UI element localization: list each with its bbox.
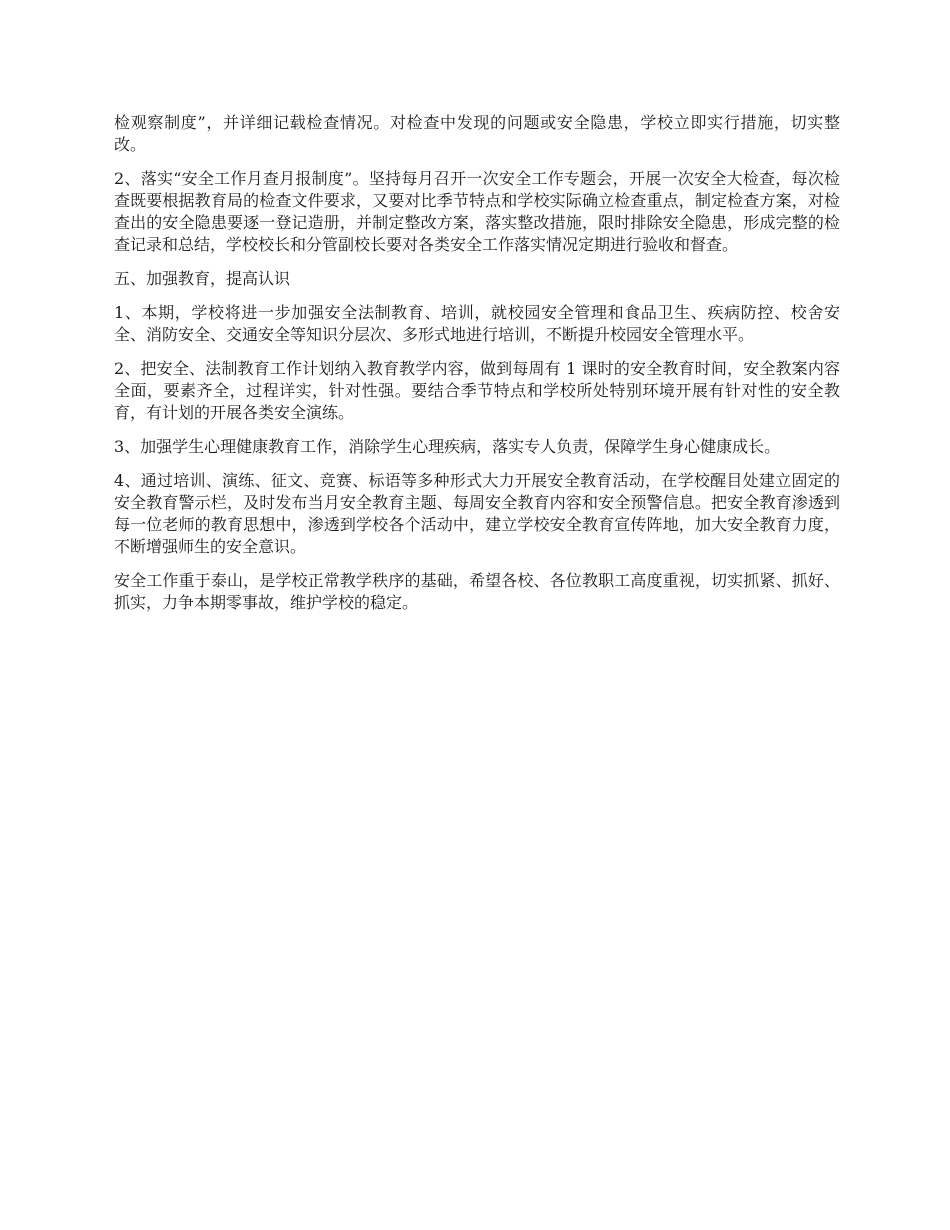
paragraph-inspection-record: 检观察制度”，并详细记载检查情况。对检查中发现的问题或安全隐患，学校立即实行措施，切实整改。 [114,113,840,154]
paragraph-activities: 4、通过培训、演练、征文、竞赛、标语等多种形式大力开展安全教育活动，在学校醒目处建立固定的安全教育警示栏，及时发布当月安全教育主题、每周安全教育内容和安全预警信息。把安全教育渗透到每一位老师的教育思想中，渗透到学校各个活动中，建立学校安全教育宣传阵地，加大安全教育力度，不断增强师生的安全意识。 [114,471,840,556]
section-heading-education: 五、加强教育，提高认识 [114,269,291,288]
paragraph-mental-health: 3、加强学生心理健康教育工作，消除学生心理疾病，落实专人负责，保障学生身心健康成长。 [114,437,781,456]
paragraph-training: 1、本期，学校将进一步加强安全法制教育、培训，就校园安全管理和食品卫生、疾病防控、校舍安全、消防安全、交通安全等知识分层次、多形式地进行培训，不断提升校园安全管理水平。 [114,303,840,344]
paragraph-curriculum: 2、把安全、法制教育工作计划纳入教育教学内容，做到每周有 1 课时的安全教育时间，安全教案内容全面，要素齐全，过程详实，针对性强。要结合季节特点和学校所处特别环境开展有针对性的安全教育，有计划的开展各类安全演练。 [114,359,840,422]
document-body [114,112,840,626]
paragraph-monthly-report: 2、落实“安全工作月查月报制度”。坚持每月召开一次安全工作专题会，开展一次安全大检查，每次检查既要根据教育局的检查文件要求，又要对比季节特点和学校实际确立检查重点，制定检查方案，对检查出的安全隐患要逐一登记造册，并制定整改方案，落实整改措施，限时排除安全隐患，形成完整的检查记录和总结，学校校长和分管副校长要对各类安全工作落实情况定期进行验收和督查。 [114,169,840,254]
paragraph-conclusion: 安全工作重于泰山，是学校正常教学秩序的基础，希望各校、各位教职工高度重视，切实抓紧、抓好、抓实，力争本期零事故，维护学校的稳定。 [114,571,840,612]
